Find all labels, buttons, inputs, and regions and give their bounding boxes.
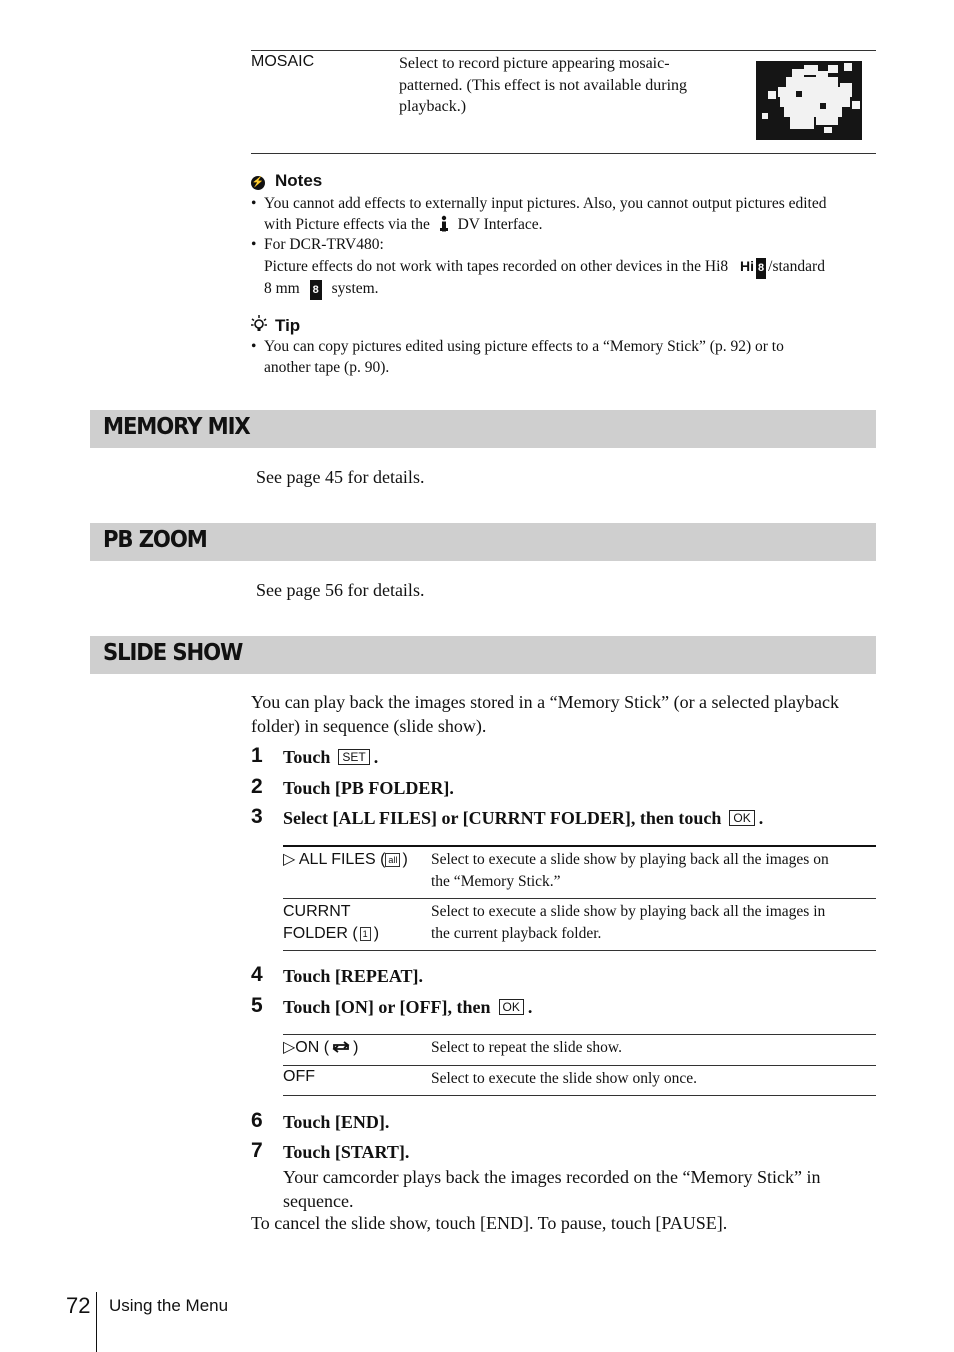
- table1-top-rule: [283, 845, 876, 847]
- mosaic-sample-image: [756, 61, 862, 140]
- notes-heading: ⚡ Notes: [251, 171, 323, 190]
- tip-bullet-1: • You can copy pictures edited using picture effects to a “Memory Stick” (p. 92) or to another tape (p. 90).: [251, 338, 784, 376]
- footer-section-label: Using the Menu: [109, 1296, 229, 1315]
- memory-mix-see-page: See page 45 for details.: [256, 467, 425, 487]
- table2-mid-rule: [283, 1065, 876, 1066]
- repeat-icon: [329, 1040, 353, 1054]
- current-folder-description: Select to execute a slide show by playing back all the images in the current playback folder.: [431, 903, 826, 942]
- lightbulb-icon: [251, 315, 267, 333]
- note-bullet-1: • You cannot add effects to externally input pictures. Also, you cannot output pictures edited with Picture effects via the DV Interface.: [251, 195, 827, 233]
- section-bar-memory-mix: MEMORY MIX: [90, 410, 876, 448]
- page-number: 72: [66, 1293, 91, 1318]
- ok-button-icon: OK: [729, 810, 754, 826]
- folder-icon: 1: [360, 927, 371, 941]
- section-bar-pb-zoom: PB ZOOM: [90, 523, 876, 561]
- repeat-on-description: Select to repeat the slide show.: [431, 1039, 622, 1056]
- step-7-detail: Your camcorder plays back the images recorded on the “Memory Stick” in sequence.: [283, 1167, 821, 1211]
- 8mm-logo: 8: [310, 280, 322, 301]
- repeat-on-label: ▷ON ( ): [283, 1039, 359, 1056]
- table-bottom-rule: [251, 153, 876, 154]
- table-top-rule: [251, 50, 876, 51]
- all-files-description: Select to execute a slide show by playing back all the images on the “Memory Stick.”: [431, 851, 829, 890]
- dv-interface-icon: [437, 215, 451, 233]
- hi8-logo: Hi 8: [740, 256, 766, 279]
- repeat-off-description: Select to execute the slide show only once.: [431, 1070, 698, 1087]
- ok-button-icon: OK: [499, 999, 524, 1015]
- table2-top-rule: [283, 1034, 876, 1035]
- note-bullet-2: • For DCR-TRV480: Picture effects do not work with tapes recorded on other devices in the Hi8 Hi 8 /standard 8 mm 8 system.: [251, 235, 876, 300]
- cancel-instructions: To cancel the slide show, touch [END]. To pause, touch [PAUSE].: [251, 1213, 728, 1233]
- tip-heading: Tip: [251, 315, 300, 336]
- table2-bottom-rule: [283, 1095, 876, 1096]
- table1-bottom-rule: [283, 950, 876, 951]
- set-button-icon: SET: [338, 749, 369, 765]
- section-bar-slide-show: SLIDE SHOW: [90, 636, 876, 674]
- current-folder-label: CURRNT FOLDER ( 1 ): [283, 903, 380, 942]
- footer-divider: [96, 1292, 97, 1352]
- mosaic-label: MOSAIC: [251, 53, 315, 70]
- mosaic-description: Select to record picture appearing mosaic- patterned. (This effect is not available during playback.): [399, 55, 688, 115]
- all-files-icon: all: [385, 853, 400, 867]
- table1-mid-rule: [283, 898, 876, 899]
- notes-icon: ⚡: [251, 177, 265, 188]
- all-files-label: ▷ ALL FILES ( all ): [283, 851, 408, 868]
- slide-show-intro: You can play back the images stored in a “Memory Stick” (or a selected playback folder) in sequence (slide show).: [251, 692, 839, 736]
- pb-zoom-see-page: See page 56 for details.: [256, 580, 425, 600]
- repeat-off-label: OFF: [283, 1068, 315, 1085]
